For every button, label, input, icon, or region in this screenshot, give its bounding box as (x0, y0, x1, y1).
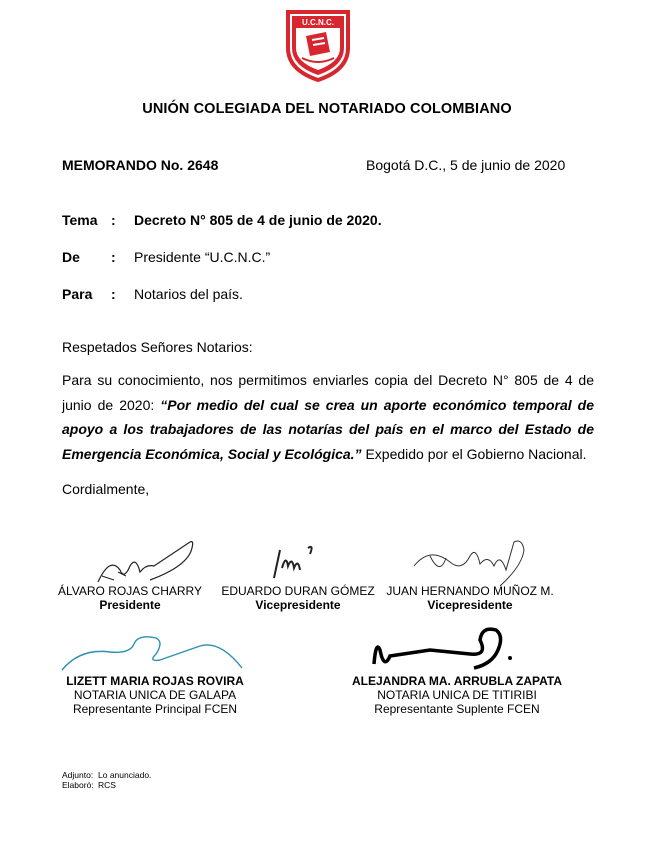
greeting: Respetados Señores Notarios: (62, 339, 253, 355)
footer-attached (62, 770, 151, 780)
field-label-tema: Tema (62, 212, 98, 228)
memo-number: MEMORANDO No. 2648 (62, 157, 219, 173)
footer-prepared-label: Elaboró: (62, 780, 94, 790)
signatory-role: Presidente (99, 598, 161, 612)
field-label-para: Para (62, 286, 93, 302)
signature-eduardo-icon (268, 540, 338, 585)
closing: Cordialmente, (62, 481, 150, 497)
signatory-role: Vicepresidente (255, 598, 341, 612)
signatory-alejandra (344, 674, 570, 716)
signatory-name: EDUARDO DURAN GÓMEZ (221, 584, 375, 598)
field-value-para: Notarios del país. (134, 286, 243, 302)
signatory-notary: NOTARIA UNICA DE TITIRIBI (377, 688, 537, 702)
signatory-juan (382, 584, 558, 612)
field-value-tema: Decreto N° 805 de 4 de junio de 2020. (134, 212, 382, 228)
field-value-de: Presidente “U.C.N.C.” (134, 249, 271, 265)
body-paragraph (62, 368, 594, 466)
logo-text: U.C.N.C. (302, 18, 334, 27)
signature-lizett-icon (60, 630, 250, 675)
signatory-name: LIZETT MARIA ROJAS ROVIRA (66, 674, 244, 688)
organization-title: UNIÓN COLEGIADA DEL NOTARIADO COLOMBIANO (142, 101, 512, 117)
body-intro: Para su conocimiento, nos permitimos enviarles copia del Decreto N° 805 de 4 de junio de 2020: (62, 372, 594, 413)
field-colon: : (111, 212, 116, 228)
decree-quote: “Por medio del cual se crea un aporte económico temporal de apoyo a los trabajadores de las notarías del país en el marco del Estado de Emergencia Económica, Social y Ecológica.” (62, 396, 595, 462)
memo-date: Bogotá D.C., 5 de junio de 2020 (366, 157, 566, 173)
signature-alejandra-icon (370, 620, 520, 675)
signatory-role: Representante Suplente FCEN (374, 702, 540, 716)
signatory-name: JUAN HERNANDO MUÑOZ M. (386, 584, 554, 598)
signatory-eduardo (220, 584, 376, 612)
footer-attached-value: Lo anunciado. (98, 770, 152, 780)
footer-prepared (62, 780, 116, 790)
ucnc-shield-logo-icon (282, 8, 354, 82)
signatory-lizett (52, 674, 258, 716)
signatory-name: ÁLVARO ROJAS CHARRY (57, 584, 203, 598)
signatory-name: ALEJANDRA MA. ARRUBLA ZAPATA (352, 674, 562, 688)
field-label-de: De (62, 249, 80, 265)
signatory-role: Vicepresidente (427, 598, 513, 612)
signatory-role: Representante Principal FCEN (72, 702, 238, 716)
field-colon: : (111, 249, 116, 265)
signatory-alvaro (40, 584, 220, 612)
body-outro: Expedido por el Gobierno Nacional. (361, 445, 587, 462)
footer-prepared-value: RCS (98, 780, 116, 790)
field-colon: : (111, 286, 116, 302)
signatory-notary: NOTARIA UNICA DE GALAPA (73, 688, 237, 702)
footer-attached-label: Adjunto: (62, 770, 94, 780)
